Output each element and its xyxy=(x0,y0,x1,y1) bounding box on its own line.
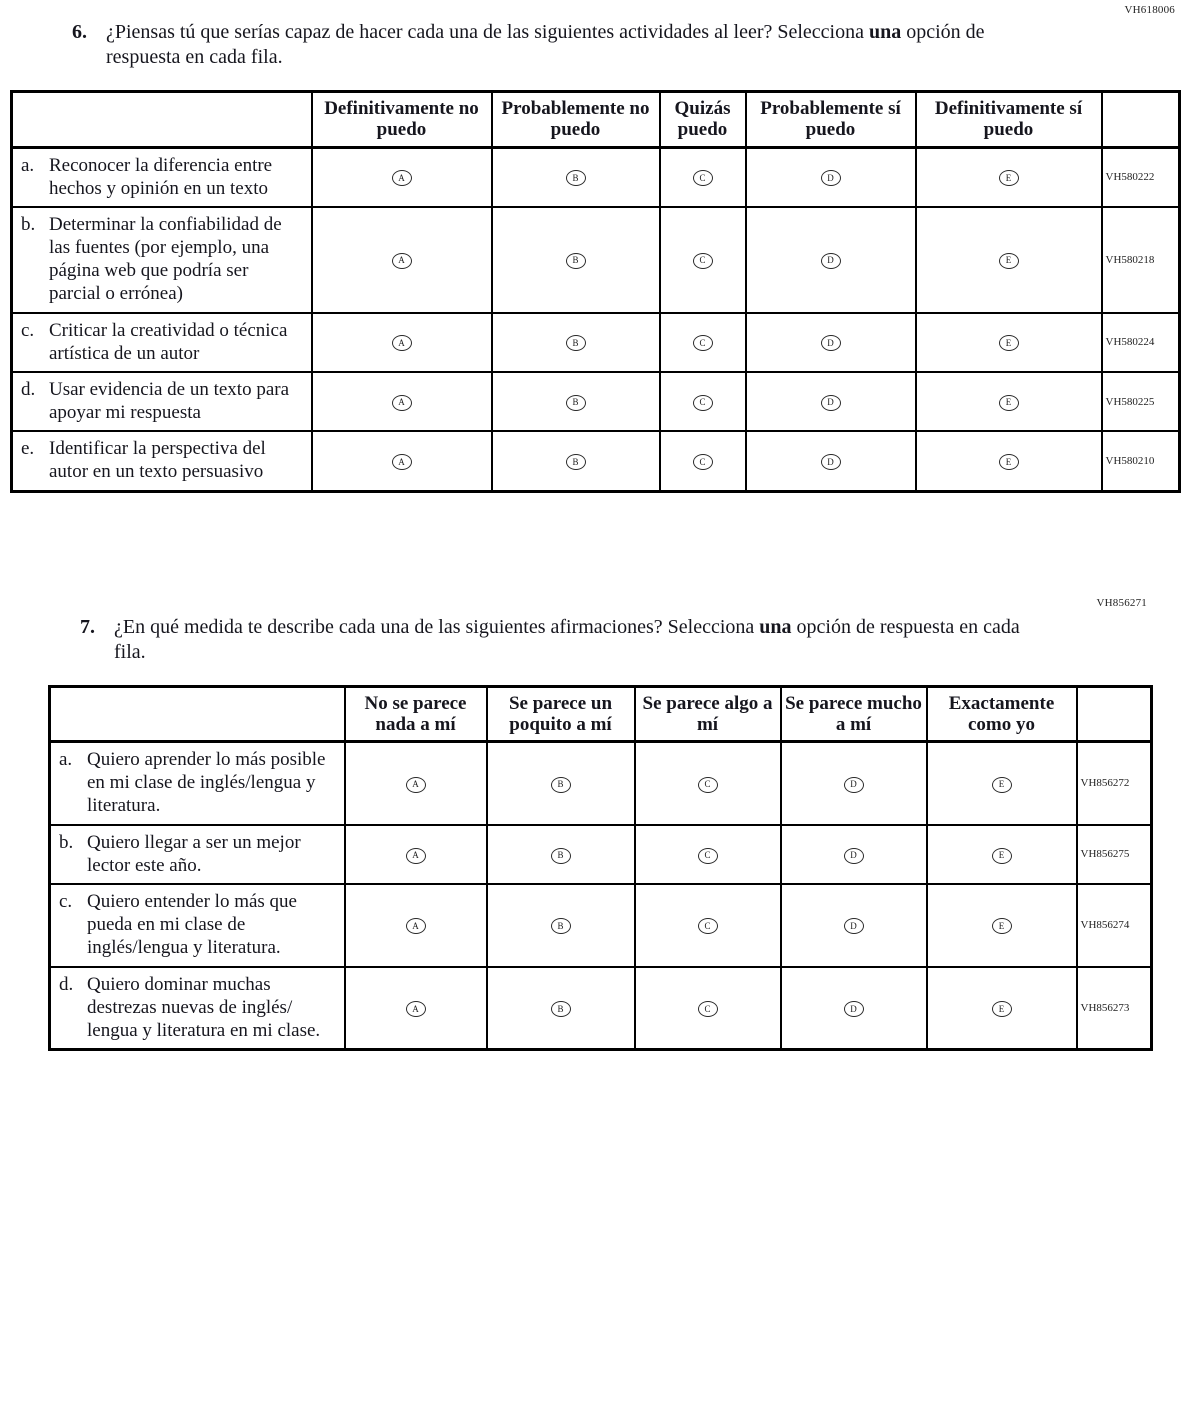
option-cell xyxy=(927,742,1077,825)
statement-cell xyxy=(50,884,345,967)
answer-bubble-b[interactable]: B xyxy=(551,777,571,793)
answer-bubble-e[interactable]: E xyxy=(992,848,1012,864)
option-cell xyxy=(635,825,781,884)
option-cell xyxy=(635,742,781,825)
option-cell xyxy=(916,431,1102,491)
answer-bubble-b[interactable]: B xyxy=(566,253,586,269)
statement-text: Quiero aprender lo más posible en mi clase de inglés/lengua y literatura. xyxy=(87,749,326,817)
option-cell xyxy=(781,967,927,1050)
answer-bubble-a[interactable]: A xyxy=(392,395,412,411)
row-letter: e. xyxy=(21,438,35,460)
answer-bubble-d[interactable]: D xyxy=(844,848,864,864)
question-6-code: VH618006 xyxy=(1124,4,1175,16)
header-row xyxy=(12,92,1180,148)
answer-bubble-b[interactable]: B xyxy=(566,335,586,351)
answer-bubble-e[interactable]: E xyxy=(999,335,1019,351)
statement-text: Reconocer la diferencia entre hechos y opinión en un texto xyxy=(49,154,273,199)
option-cell xyxy=(492,372,660,431)
question-6-text: ¿Piensas tú que serías capaz de hacer cada una de las siguientes actividades al leer? Selecciona una opción de respuesta en cada fila. xyxy=(106,21,985,68)
table-row xyxy=(12,313,1180,372)
header-cell: Quizás puedo xyxy=(660,92,746,148)
option-cell xyxy=(635,884,781,967)
question-6-number: 6. xyxy=(72,21,87,43)
statement-cell xyxy=(12,313,312,372)
question-7 xyxy=(80,615,1040,665)
statement-cell xyxy=(12,207,312,313)
answer-bubble-e[interactable]: E xyxy=(999,395,1019,411)
statement-cell xyxy=(12,147,312,207)
statement-cell xyxy=(12,431,312,491)
option-cell xyxy=(660,207,746,313)
option-cell xyxy=(345,884,487,967)
section-spacer xyxy=(6,493,1179,597)
option-cell xyxy=(312,372,492,431)
option-cell xyxy=(781,825,927,884)
question-7-response-table xyxy=(48,685,1153,1051)
option-cell xyxy=(487,967,635,1050)
option-cell xyxy=(345,742,487,825)
option-cell xyxy=(635,967,781,1050)
option-cell xyxy=(916,147,1102,207)
code-header-cell xyxy=(1102,92,1180,148)
row-code: VH856275 xyxy=(1077,825,1152,884)
answer-bubble-a[interactable]: A xyxy=(406,1001,426,1017)
answer-bubble-c[interactable]: C xyxy=(693,253,713,269)
statement-header-cell xyxy=(12,92,312,148)
answer-bubble-d[interactable]: D xyxy=(821,454,841,470)
row-code: VH580210 xyxy=(1102,431,1180,491)
statement-text: Usar evidencia de un texto para apoyar mi respuesta xyxy=(49,378,290,424)
row-code: VH580224 xyxy=(1102,313,1180,372)
answer-bubble-b[interactable]: B xyxy=(551,848,571,864)
answer-bubble-a[interactable]: A xyxy=(406,848,426,864)
option-cell xyxy=(746,207,916,313)
statement-cell xyxy=(50,742,345,825)
row-letter: c. xyxy=(59,890,73,912)
question-7-code: VH856271 xyxy=(1096,596,1147,609)
answer-bubble-e[interactable]: E xyxy=(999,170,1019,186)
row-letter: d. xyxy=(21,378,36,400)
question-7-text: ¿En qué medida te describe cada una de las siguientes afirmaciones? Selecciona una opción de respuesta en cada fila. xyxy=(114,615,1020,663)
row-code: VH856273 xyxy=(1077,967,1152,1050)
row-code: VH580225 xyxy=(1102,372,1180,431)
statement-text: Quiero llegar a ser un mejor lector este año. xyxy=(87,831,301,876)
option-cell xyxy=(927,884,1077,967)
answer-bubble-e[interactable]: E xyxy=(999,454,1019,470)
option-cell xyxy=(312,431,492,491)
header-cell: Definitivamente sí puedo xyxy=(916,92,1102,148)
question-6-response-table xyxy=(10,90,1181,493)
row-code: VH856274 xyxy=(1077,884,1152,967)
answer-bubble-e[interactable]: E xyxy=(992,918,1012,934)
answer-bubble-d[interactable]: D xyxy=(821,170,841,186)
answer-bubble-c[interactable]: C xyxy=(698,848,718,864)
statement-cell xyxy=(50,967,345,1050)
table-row xyxy=(12,147,1180,207)
option-cell xyxy=(746,147,916,207)
header-cell: Exactamente como yo xyxy=(927,686,1077,742)
option-cell xyxy=(660,372,746,431)
code-header-cell xyxy=(1077,686,1152,742)
option-cell xyxy=(312,207,492,313)
option-cell xyxy=(487,825,635,884)
option-cell xyxy=(492,313,660,372)
option-cell xyxy=(746,431,916,491)
answer-bubble-e[interactable]: E xyxy=(999,253,1019,269)
answer-bubble-d[interactable]: D xyxy=(821,253,841,269)
answer-bubble-a[interactable]: A xyxy=(392,170,412,186)
answer-bubble-a[interactable]: A xyxy=(392,335,412,351)
option-cell xyxy=(916,313,1102,372)
row-code: VH856272 xyxy=(1077,742,1152,825)
statement-text: Identificar la perspectiva del autor en un texto persuasivo xyxy=(49,438,266,483)
statement-cell xyxy=(12,372,312,431)
row-letter: c. xyxy=(21,319,35,341)
header-cell: Definitivamente no puedo xyxy=(312,92,492,148)
option-cell xyxy=(916,207,1102,313)
answer-bubble-e[interactable]: E xyxy=(992,777,1012,793)
row-letter: b. xyxy=(21,213,36,235)
answer-bubble-a[interactable]: A xyxy=(392,454,412,470)
table-row xyxy=(12,372,1180,431)
option-cell xyxy=(492,431,660,491)
answer-bubble-c[interactable]: C xyxy=(698,777,718,793)
answer-bubble-d[interactable]: D xyxy=(844,777,864,793)
header-cell: Se parece algo a mí xyxy=(635,686,781,742)
option-cell xyxy=(927,967,1077,1050)
answer-bubble-a[interactable]: A xyxy=(406,777,426,793)
option-cell xyxy=(345,825,487,884)
option-cell xyxy=(746,372,916,431)
header-cell: Probablemente sí puedo xyxy=(746,92,916,148)
option-cell xyxy=(487,742,635,825)
statement-text: Quiero dominar muchas destrezas nuevas de inglés/ lengua y literatura en mi clase. xyxy=(87,973,321,1041)
answer-bubble-c[interactable]: C xyxy=(693,454,713,470)
answer-bubble-c[interactable]: C xyxy=(698,1001,718,1017)
answer-bubble-d[interactable]: D xyxy=(821,395,841,411)
answer-bubble-b[interactable]: B xyxy=(551,918,571,934)
row-code: VH580222 xyxy=(1102,147,1180,207)
answer-bubble-b[interactable]: B xyxy=(566,170,586,186)
table-row xyxy=(12,207,1180,313)
statement-header-cell xyxy=(50,686,345,742)
table-row xyxy=(12,431,1180,491)
header-cell: Se parece un poquito a mí xyxy=(487,686,635,742)
option-cell xyxy=(312,313,492,372)
table-row xyxy=(50,884,1152,967)
row-letter: d. xyxy=(59,973,74,995)
header-row xyxy=(50,686,1152,742)
option-cell xyxy=(927,825,1077,884)
option-cell xyxy=(916,372,1102,431)
answer-bubble-d[interactable]: D xyxy=(844,918,864,934)
header-cell: Se parece mucho a mí xyxy=(781,686,927,742)
row-code: VH580218 xyxy=(1102,207,1180,313)
option-cell xyxy=(492,147,660,207)
header-cell: Probablemente no puedo xyxy=(492,92,660,148)
answer-bubble-a[interactable]: A xyxy=(392,253,412,269)
statement-cell xyxy=(50,825,345,884)
row-letter: a. xyxy=(21,154,35,176)
answer-bubble-a[interactable]: A xyxy=(406,918,426,934)
option-cell xyxy=(781,884,927,967)
answer-bubble-d[interactable]: D xyxy=(821,335,841,351)
answer-bubble-c[interactable]: C xyxy=(693,335,713,351)
option-cell xyxy=(660,431,746,491)
answer-bubble-e[interactable]: E xyxy=(992,1001,1012,1017)
answer-bubble-c[interactable]: C xyxy=(693,395,713,411)
statement-text: Determinar la confiabilidad de las fuentes (por ejemplo, una página web que podría ser parcial o errónea) xyxy=(49,213,282,305)
option-cell xyxy=(487,884,635,967)
table-row xyxy=(50,825,1152,884)
option-cell xyxy=(345,967,487,1050)
answer-bubble-b[interactable]: B xyxy=(566,395,586,411)
answer-bubble-b[interactable]: B xyxy=(566,454,586,470)
header-cell: No se parece nada a mí xyxy=(345,686,487,742)
row-letter: a. xyxy=(59,749,73,771)
table-row xyxy=(50,742,1152,825)
option-cell xyxy=(492,207,660,313)
answer-bubble-b[interactable]: B xyxy=(551,1001,571,1017)
statement-text: Quiero entender lo más que pueda en mi clase de inglés/lengua y literatura. xyxy=(87,890,297,959)
question-7-number: 7. xyxy=(80,615,95,638)
option-cell xyxy=(660,313,746,372)
answer-bubble-c[interactable]: C xyxy=(693,170,713,186)
option-cell xyxy=(660,147,746,207)
option-cell xyxy=(781,742,927,825)
table-row xyxy=(50,967,1152,1050)
option-cell xyxy=(312,147,492,207)
row-letter: b. xyxy=(59,831,74,853)
answer-bubble-c[interactable]: C xyxy=(698,918,718,934)
answer-bubble-d[interactable]: D xyxy=(844,1001,864,1017)
question-6 xyxy=(72,20,1032,70)
statement-text: Criticar la creatividad o técnica artística de un autor xyxy=(49,319,288,364)
option-cell xyxy=(746,313,916,372)
